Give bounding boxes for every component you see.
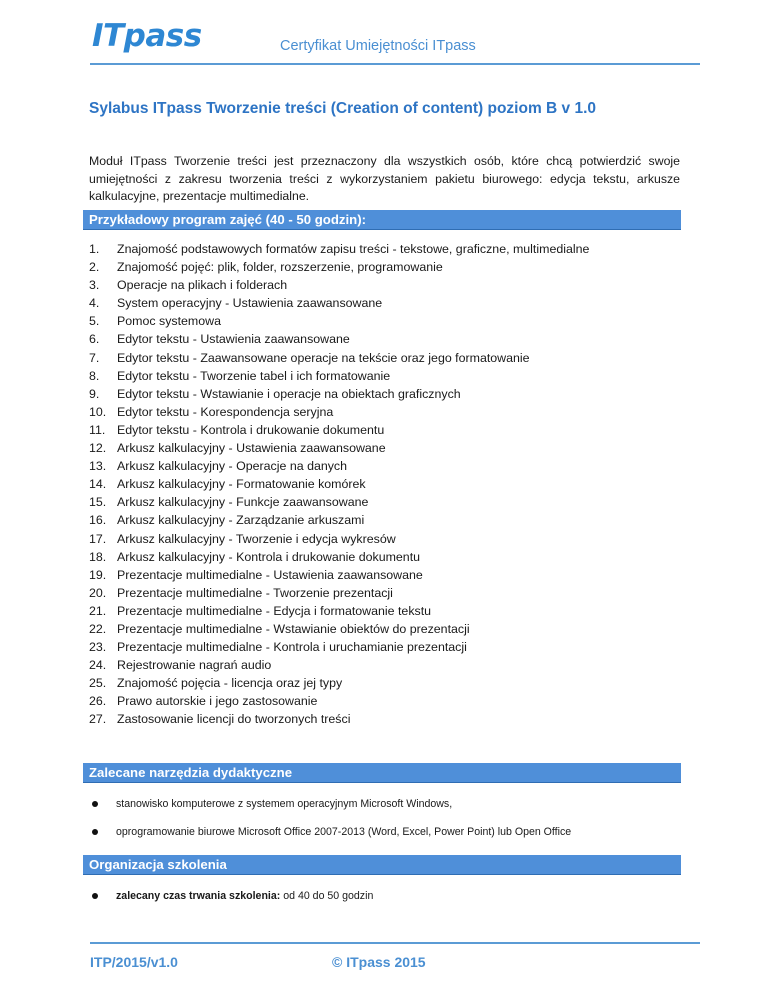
list-item-text: Arkusz kalkulacyjny - Formatowanie komórek [117,477,366,492]
list-item-text: Prezentacje multimedialne - Kontrola i uruchamianie prezentacji [117,640,467,655]
bullet-icon [92,829,98,835]
list-item-text: Rejestrowanie nagrań audio [117,658,272,673]
list-item-text: Prezentacje multimedialne - Edycja i formatowanie tekstu [117,603,432,618]
list-item [89,692,689,710]
list-item [89,511,689,529]
list-item-text: Znajomość pojęcia - licencja oraz jej typy [117,676,343,691]
list-item-text: Prawo autorskie i jego zastosowanie [117,694,318,709]
bullet-icon [92,893,98,899]
list-item-number: 19. [89,567,107,582]
list-item [89,620,689,638]
document-title: Sylabus ITpass Tworzenie treści (Creation of content) poziom B v 1.0 [89,100,597,117]
list-item-number: 22. [89,621,107,636]
list-item-number: 5. [89,314,100,329]
list-item-number: 15. [89,495,107,510]
list-item [89,258,689,276]
list-item-text: Operacje na plikach i folderach [117,278,288,293]
list-item-text: Pomoc systemowa [117,314,221,329]
list-item-number: 2. [89,260,100,275]
list-item-number: 9. [89,386,100,401]
program-section-heading [83,210,681,230]
organization-list [89,889,373,903]
list-item-number: 10. [89,404,107,419]
tools-section-heading [83,763,681,783]
list-item [89,330,689,348]
organization-section-heading [83,855,681,875]
footer-divider [90,942,700,944]
list-item [89,385,689,403]
list-item-number: 8. [89,368,100,383]
list-item [89,674,689,692]
list-item-number: 21. [89,603,107,618]
list-item [89,710,689,728]
list-item [89,312,689,330]
list-item-text: System operacyjny - Ustawienia zaawansowane [117,296,383,311]
list-item [89,825,571,839]
list-item [89,548,689,566]
list-item-text: Edytor tekstu - Tworzenie tabel i ich formatowanie [117,368,391,383]
header-title: Certyfikat Umiejętności ITpass [280,38,476,54]
list-item [89,602,689,620]
list-item [89,457,689,475]
duration-label: zalecany czas trwania szkolenia: [116,890,281,902]
list-item-number: 11. [89,422,106,437]
duration-value: od 40 do 50 godzin [280,890,374,902]
list-item-text: oprogramowanie biurowe Microsoft Office 2007-2013 (Word, Excel, Power Point) lub Open Office [116,826,572,838]
footer-document-id: ITP/2015/v1.0 [90,954,178,970]
list-item [89,656,689,674]
list-item-text: stanowisko komputerowe z systemem operacyjnym Microsoft Windows, [116,798,453,810]
list-item-text: Prezentacje multimedialne - Ustawienia zaawansowane [117,567,423,582]
organization-heading-text: Organizacja szkolenia [89,857,227,872]
list-item-text: Arkusz kalkulacyjny - Ustawienia zaawansowane [117,441,386,456]
list-item [89,240,689,258]
list-item-text: Zastosowanie licencji do tworzonych treści [117,712,351,727]
list-item [89,530,689,548]
program-heading-text: Przykładowy program zajęć (40 - 50 godzin): [89,212,367,227]
list-item [89,367,689,385]
list-item-number: 26. [89,694,107,709]
list-item-number: 24. [89,658,107,673]
list-item-number: 7. [89,350,100,365]
list-item [89,403,689,421]
list-item-number: 13. [89,459,107,474]
list-item-text: Znajomość podstawowych formatów zapisu treści - tekstowe, graficzne, multimedialne [117,242,590,256]
itpass-logo: ITpass [92,18,202,54]
list-item [89,584,689,602]
tools-list [89,797,571,839]
list-item [89,493,689,511]
list-item-number: 17. [89,531,107,546]
list-item-text: Edytor tekstu - Ustawienia zaawansowane [117,332,350,347]
header-divider [90,63,700,65]
tools-heading-text: Zalecane narzędzia dydaktyczne [89,765,293,780]
list-item-number: 18. [89,549,107,564]
list-item-text: Edytor tekstu - Kontrola i drukowanie dokumentu [117,422,385,437]
list-item [89,566,689,584]
list-item-text: Arkusz kalkulacyjny - Tworzenie i edycja wykresów [117,531,396,546]
bullet-icon [92,801,98,807]
list-item-number: 16. [89,513,107,528]
list-item [89,797,571,811]
list-item-number: 25. [89,676,107,691]
list-item-text: Edytor tekstu - Korespondencja seryjna [117,404,334,419]
list-item [89,889,373,903]
list-item-text: Edytor tekstu - Zaawansowane operacje na tekście oraz jego formatowanie [117,350,530,365]
list-item-number: 23. [89,640,107,655]
list-item-number: 3. [89,278,100,293]
list-item-number: 6. [89,332,100,347]
list-item [89,475,689,493]
list-item-number: 12. [89,441,107,456]
list-item-text: Arkusz kalkulacyjny - Kontrola i drukowanie dokumentu [117,549,421,564]
list-item-number: 4. [89,296,100,311]
list-item-text: Arkusz kalkulacyjny - Zarządzanie arkuszami [117,513,365,528]
list-item-text: Prezentacje multimedialne - Wstawianie obiektów do prezentacji [117,621,470,636]
list-item-number: 27. [89,712,107,727]
list-item [89,276,689,294]
list-item [89,439,689,457]
list-item-text: Arkusz kalkulacyjny - Operacje na danych [117,459,348,474]
list-item-text: Prezentacje multimedialne - Tworzenie prezentacji [117,585,393,600]
list-item-number: 1. [89,242,100,256]
intro-paragraph: Moduł ITpass Tworzenie treści jest przeznaczony dla wszystkich osób, które chcą potwierdzić swoje umiejętności z zakresu tworzenia treści z wykorzystaniem pakietu biurowego: edycja tekstu, arkusze kalkulacyjne, prezentacje multimedialne. [89,154,680,203]
list-item [89,349,689,367]
list-item [89,638,689,656]
list-item-text: Edytor tekstu - Wstawianie i operacje na obiektach graficznych [117,386,461,401]
list-item-number: 20. [89,585,107,600]
list-item-text: Znajomość pojęć: plik, folder, rozszerzenie, programowanie [117,260,443,275]
list-item-text: Arkusz kalkulacyjny - Funkcje zaawansowane [117,495,369,510]
list-item-number: 14. [89,477,107,492]
list-item [89,294,689,312]
footer-copyright: © ITpass 2015 [332,954,426,970]
list-item [89,421,689,439]
program-list [89,240,689,729]
